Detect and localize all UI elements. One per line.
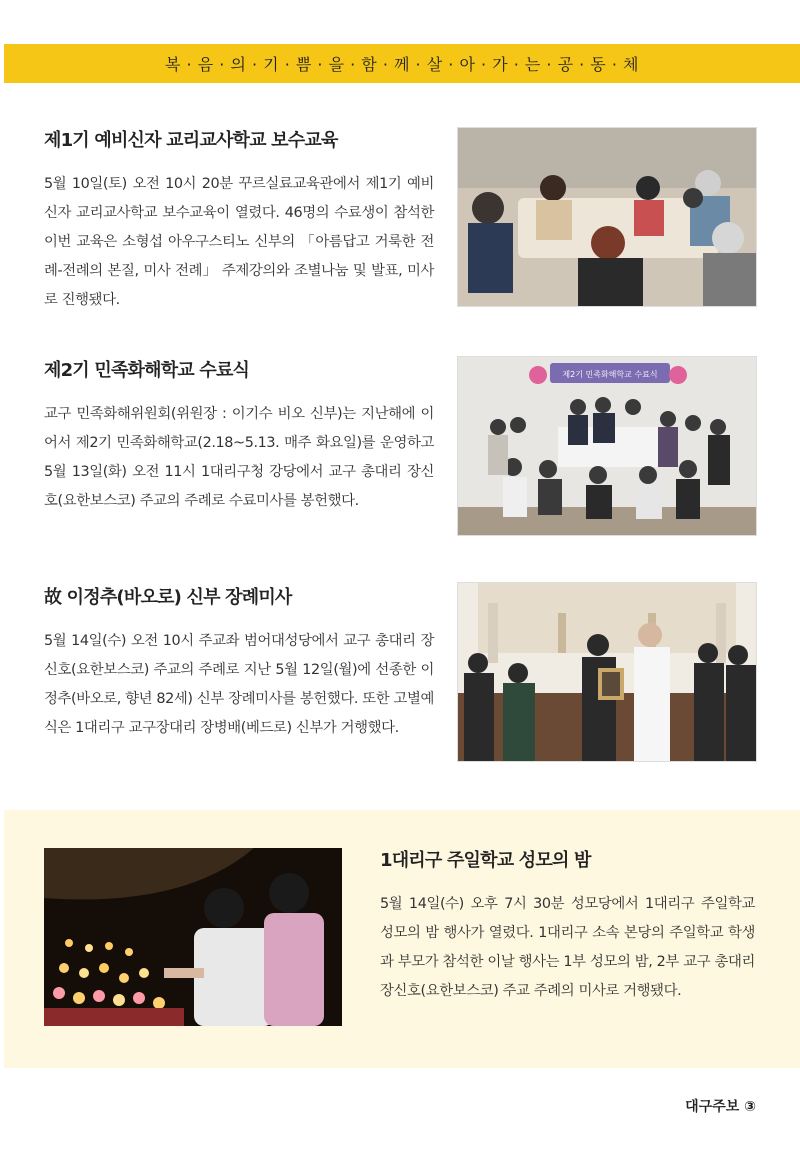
article-title: 故 이정추(바오로) 신부 장례미사 xyxy=(44,587,292,608)
article-catechist-training xyxy=(44,126,434,315)
article-title: 제2기 민족화해학교 수료식 xyxy=(44,360,250,381)
article-body: 교구 민족화해위원회(위원장 : 이기수 비오 신부)는 지난해에 이어서 제2기 민족화해학교(2.18~5.13. 매주 화요일)를 운영하고 5월 13일(화) 오전 11시 1대리구청 강당에서 교구 총대리 장신호(요한보스코) 주교의 주례로 수료미사를 봉헌했다. xyxy=(44,406,434,509)
article-reconciliation-school xyxy=(44,356,434,516)
article-may-night xyxy=(380,846,755,1006)
photo-catechist-training xyxy=(457,127,757,307)
photo-reconciliation-school xyxy=(457,356,757,536)
banner-text: 복 · 음 · 의 · 기 · 쁨 · 을 · 함 · 께 · 살 · 아 · 가 · 는 · 공 · 동 · 체 xyxy=(165,55,639,74)
top-banner xyxy=(4,44,800,83)
page-footer: 대구주보 ③ xyxy=(685,1099,756,1115)
photo-funeral-mass xyxy=(457,582,757,762)
article-title: 제1기 예비신자 교리교사학교 보수교육 xyxy=(44,130,338,151)
article-body: 5월 10일(토) 오전 10시 20분 꾸르실료교육관에서 제1기 예비신자 교리교사학교 보수교육이 열렸다. 46명의 수료생이 참석한 이번 교육은 소형섭 아우구스티노 신부의 「아름답고 거룩한 전례-전례의 본질, 미사 전례」 주제강의와 조별나눔 및 발표, 미사로 진행됐다. xyxy=(44,176,434,308)
article-body: 5월 14일(수) 오후 7시 30분 성모당에서 1대리구 주일학교 성모의 밤 행사가 열렸다. 1대리구 소속 본당의 주일학교 학생과 부모가 참석한 이날 행사는 1부 성모의 밤, 2부 교구 총대리 장신호(요한보스코) 주교 주례의 미사로 거행됐다. xyxy=(380,896,755,999)
photo-banner-text: 제2기 민족화해학교 수료식 xyxy=(562,370,658,379)
article-title: 1대리구 주일학교 성모의 밤 xyxy=(380,850,591,871)
photo-candle-night xyxy=(44,848,342,1026)
article-funeral-mass xyxy=(44,583,434,743)
article-body: 5월 14일(수) 오전 10시 주교좌 범어대성당에서 교구 총대리 장신호(요한보스코) 주교의 주례로 지난 5월 12일(월)에 선종한 이정추(바오로, 향년 82세) 신부 장례미사를 봉헌했다. 또한 고별예식은 1대리구 교구장대리 장병배(베드로) 신부가 거행했다. xyxy=(44,633,434,736)
